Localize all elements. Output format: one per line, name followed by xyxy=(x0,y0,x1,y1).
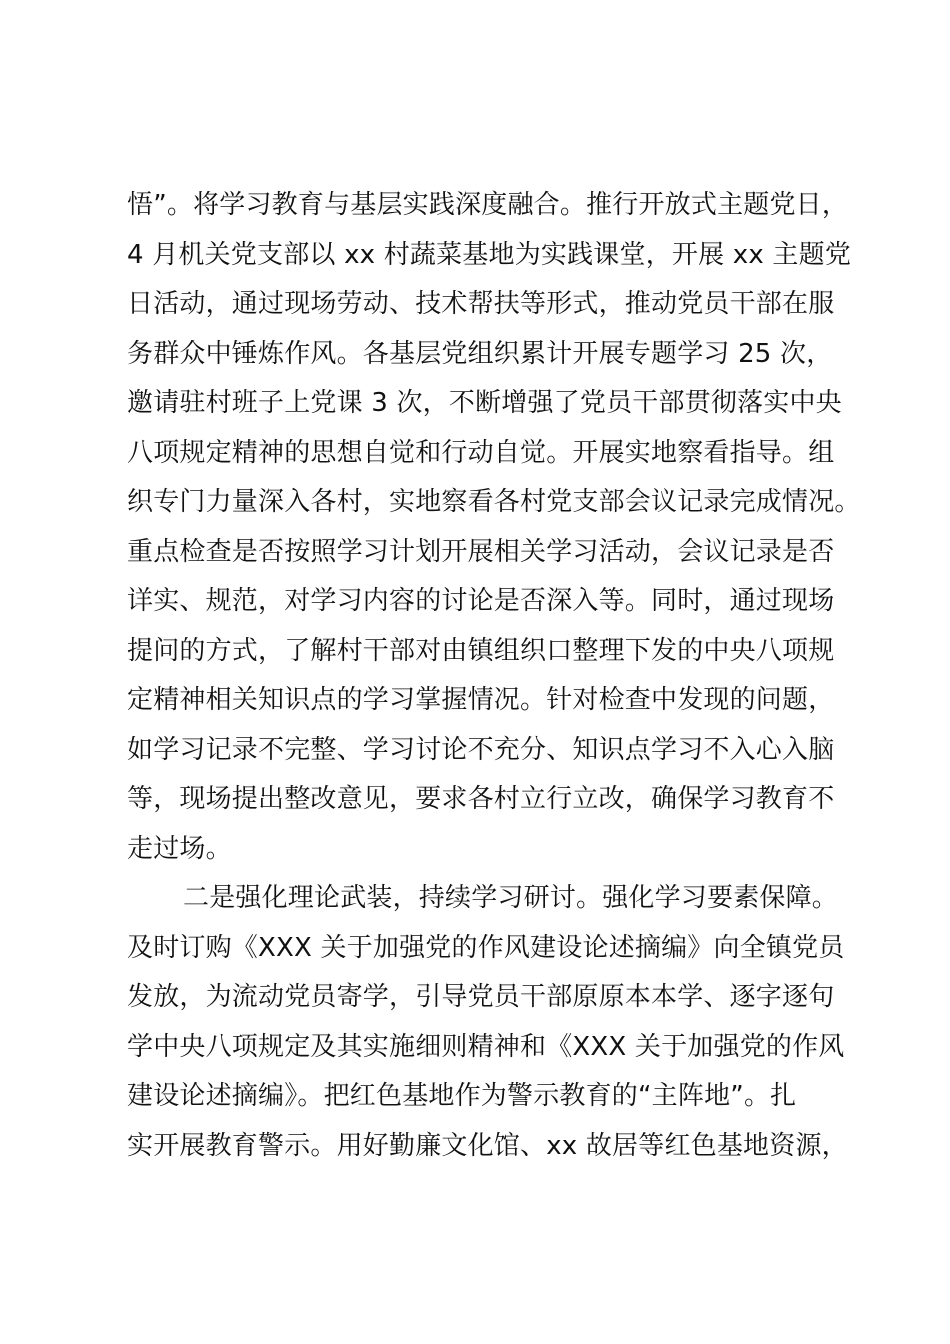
paragraph-2-line-4: 学中央八项规定及其实施细则精神和《XXX 关于加强党的作风 xyxy=(127,1031,845,1062)
paragraph-1-line-11: 定精神相关知识点的学习掌握情况。针对检查中发现的问题， xyxy=(127,685,835,715)
paragraph-1-line-9: 详实、规范，对学习内容的讨论是否深入等。同时，通过现场 xyxy=(127,586,835,616)
paragraph-2-line-2: 及时订购《XXX 关于加强党的作风建设论述摘编》向全镇党员 xyxy=(127,932,845,963)
document-body xyxy=(127,181,861,1171)
paragraph-1-line-1: 悟”。将学习教育与基层实践深度融合。推行开放式主题党日， xyxy=(127,190,849,220)
paragraph-1-line-7: 织专门力量深入各村，实地察看各村党支部会议记录完成情况。 xyxy=(127,487,861,517)
paragraph-1-line-4: 务群众中锤炼作风。各基层党组织累计开展专题学习 25 次， xyxy=(127,338,833,369)
paragraph-2-line-1: 二是强化理论武装，持续学习研讨。强化学习要素保障。 xyxy=(183,883,839,913)
paragraph-1-line-6: 八项规定精神的思想自觉和行动自觉。开展实地察看指导。组 xyxy=(127,437,835,468)
paragraph-2-line-5: 建设论述摘编》。把红色基地作为警示教育的“主阵地”。扎 xyxy=(127,1081,797,1111)
paragraph-2-line-6: 实开展教育警示。用好勤廉文化馆、xx 故居等红色基地资源， xyxy=(127,1130,848,1161)
paragraph-1-line-10: 提问的方式，了解村干部对由镇组织口整理下发的中央八项规 xyxy=(127,635,835,666)
paragraph-1-line-8: 重点检查是否按照学习计划开展相关学习活动，会议记录是否 xyxy=(127,536,835,567)
paragraph-2-line-3: 发放，为流动党员寄学，引导党员干部原原本本学、逐字逐句 xyxy=(127,982,835,1012)
paragraph-1-line-2: 4 月机关党支部以 xx 村蔬菜基地为实践课堂，开展 xx 主题党 xyxy=(127,239,852,270)
paragraph-1-line-5: 邀请驻村班子上党课 3 次，不断增强了党员干部贯彻落实中央 xyxy=(127,388,842,418)
paragraph-1-line-3: 日活动，通过现场劳动、技术帮扶等形式，推动党员干部在服 xyxy=(127,289,835,319)
paragraph-1-line-13: 等，现场提出整改意见，要求各村立行立改，确保学习教育不 xyxy=(127,784,835,814)
paragraph-1-line-12: 如学习记录不完整、学习讨论不充分、知识点学习不入心入脑 xyxy=(127,734,835,765)
paragraph-1-line-14: 走过场。 xyxy=(127,833,232,864)
